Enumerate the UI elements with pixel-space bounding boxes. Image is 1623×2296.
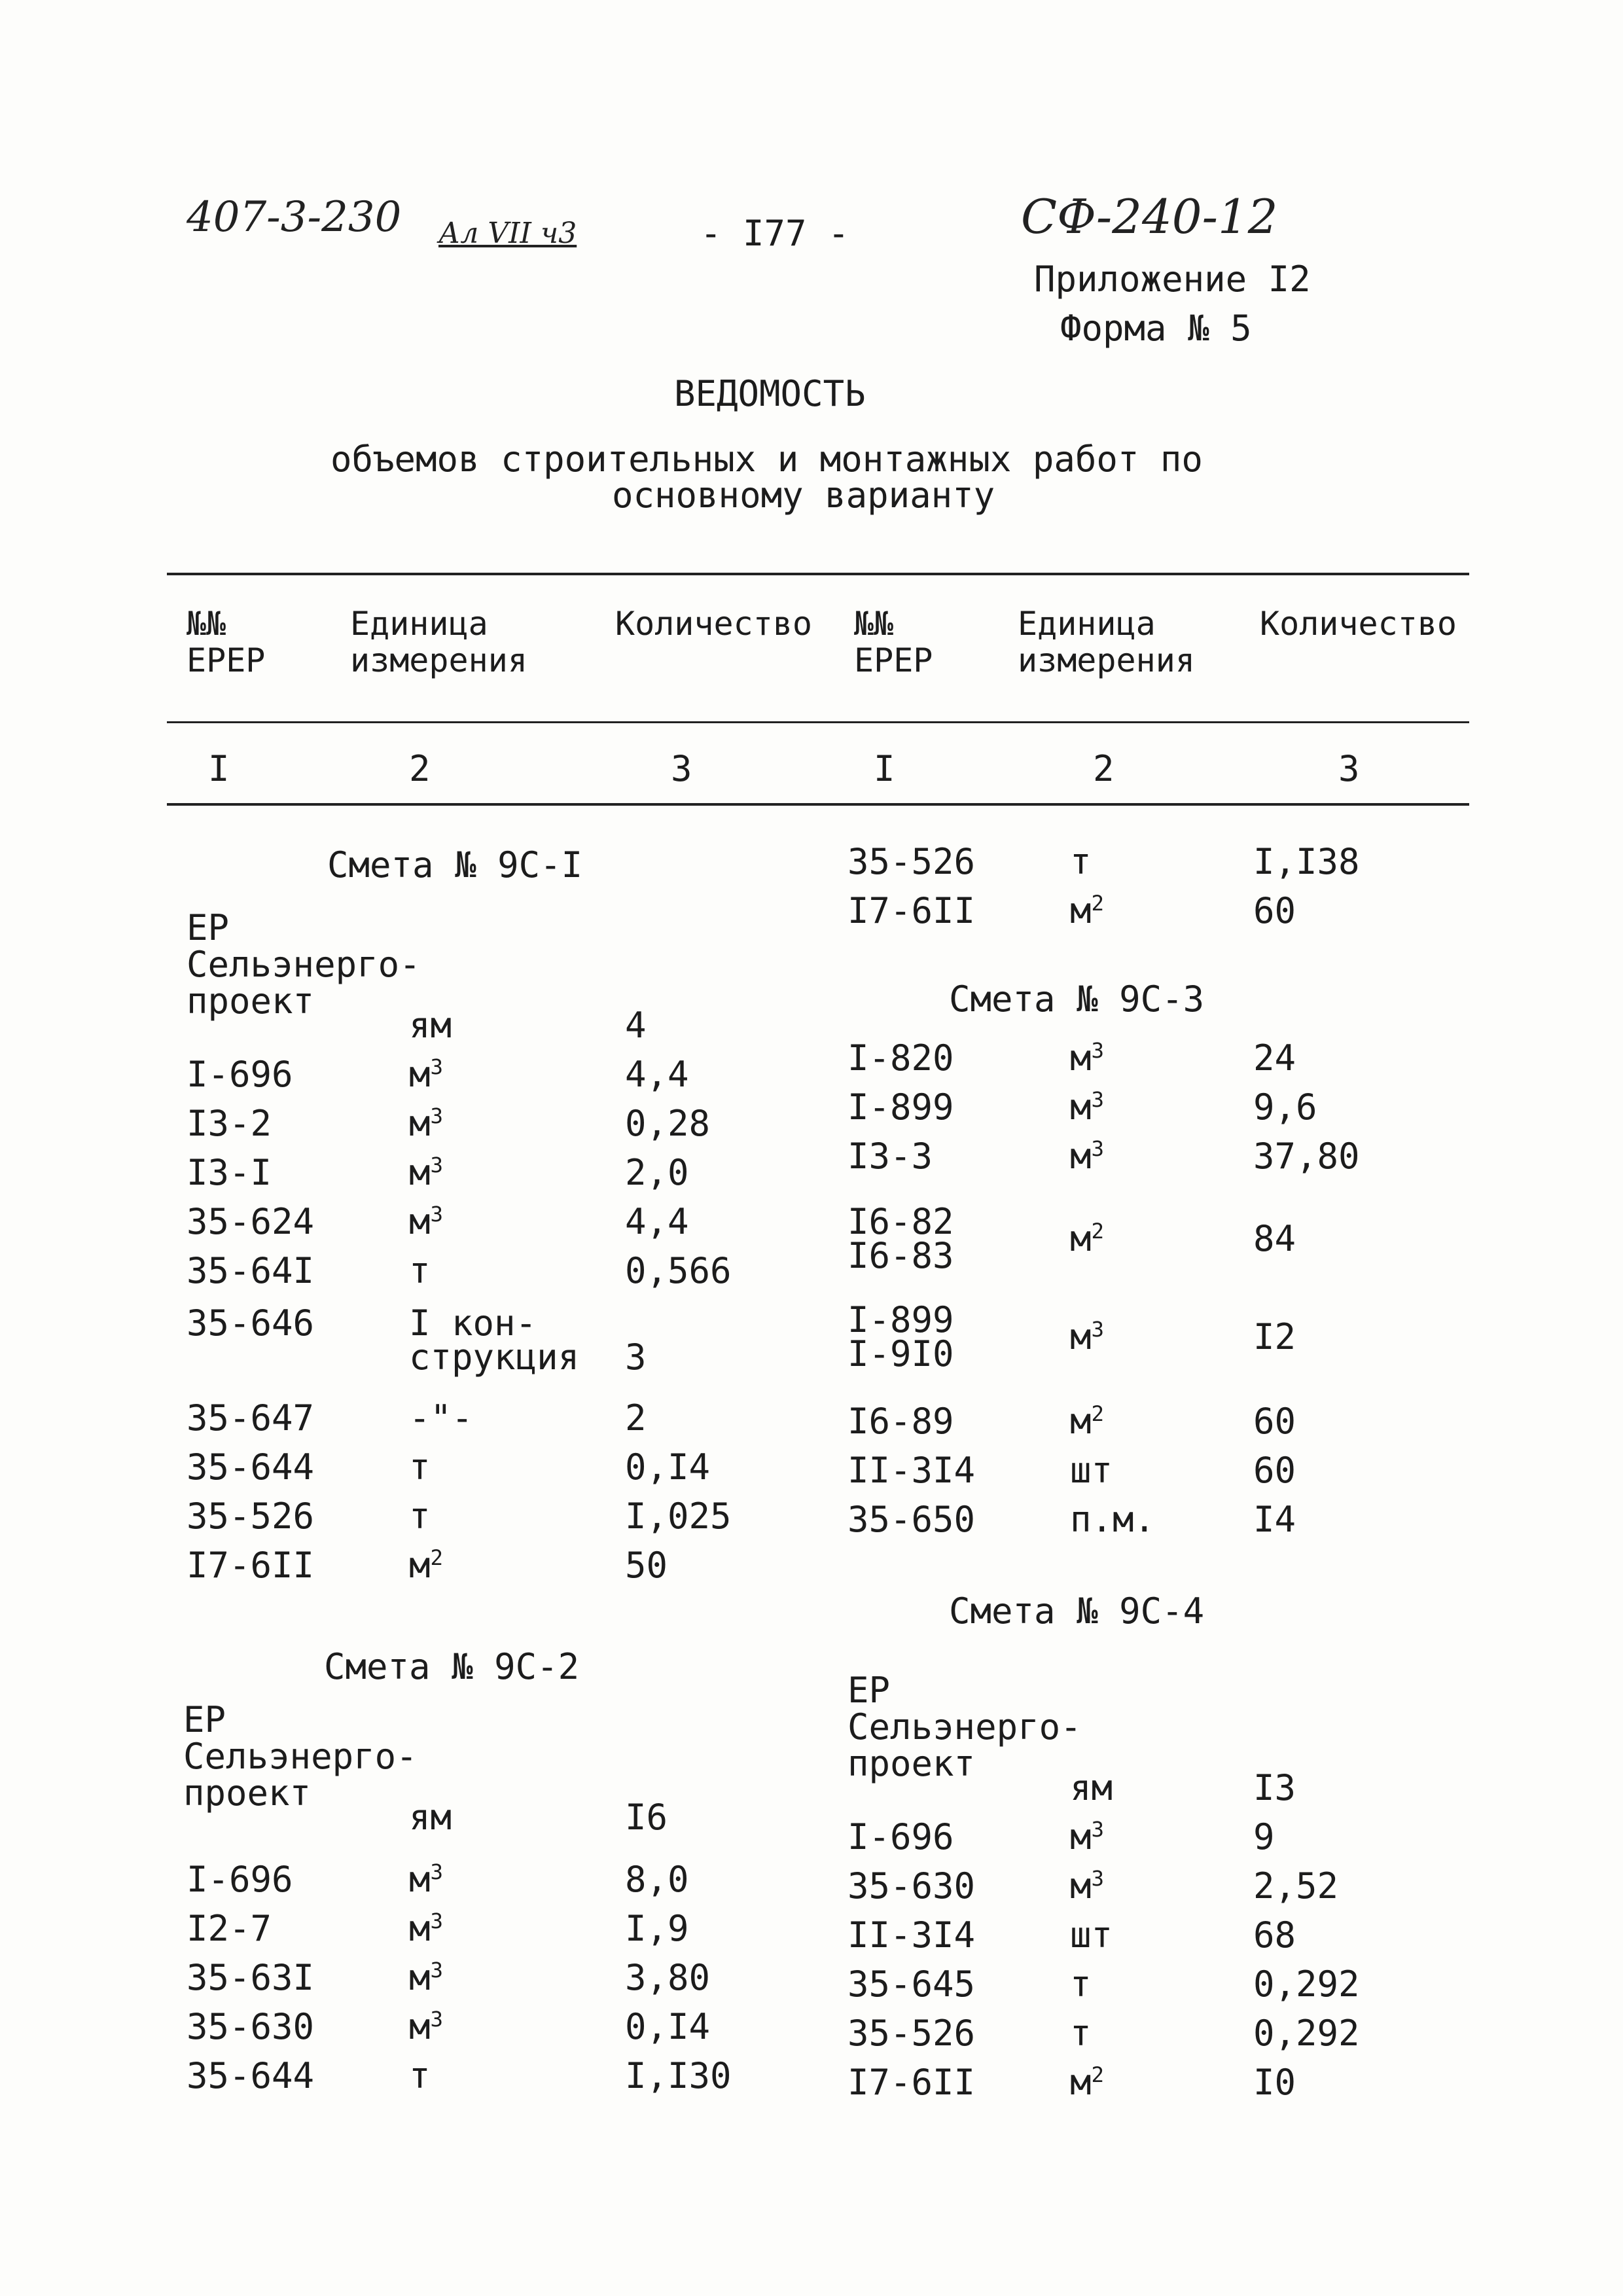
right-row-quantity: 2,52 [1253, 1865, 1339, 1907]
right-row-unit: п.м. [1070, 1499, 1156, 1540]
page-number: - I77 - [700, 213, 849, 254]
estimate-title-9s-3: Смета № 9С-3 [949, 978, 1205, 1020]
unit-exponent: 2 [1091, 2062, 1105, 2087]
right-row-unit: $м^2$ [1070, 890, 1105, 931]
left-row-quantity: 8,0 [625, 1859, 689, 1900]
left-row-unit: $м^3$ [409, 1957, 444, 1998]
left-row-quantity: 0,566 [625, 1250, 732, 1291]
organization-block-1: ЕР Сельэнерго- проект [187, 907, 421, 1022]
column-number-3-left: 3 [671, 748, 692, 789]
unit-exponent: 3 [1091, 1866, 1105, 1891]
left-row-quantity: 50 [625, 1545, 668, 1586]
document-subtitle-line1: объемов строительных и монтажных работ по [330, 439, 1203, 480]
left-row-quantity: 4,4 [625, 1054, 689, 1095]
right-row-unit: $м^2$ [1070, 2062, 1105, 2103]
right-row-code: II-3I4 [847, 1914, 976, 1956]
right-row-quantity: 0,292 [1253, 1964, 1360, 2005]
left-row-code: I-696 [187, 1054, 293, 1095]
appendix-label: Приложение I2 [1034, 259, 1311, 300]
table-top-rule [167, 573, 1469, 575]
volume-mark-handwritten: Ал VII ч3 [438, 217, 577, 250]
left-row-unit: ям [409, 1797, 452, 1838]
right-row-code: I6-89 [847, 1401, 954, 1442]
left-row-unit: т [409, 1446, 431, 1488]
right-row-code: 35-630 [847, 1865, 976, 1907]
unit-exponent: 2 [1091, 1401, 1105, 1426]
left-row-quantity: 3 [625, 1336, 647, 1378]
right-row-unit: т [1070, 1964, 1092, 2005]
right-row-code: 35-650 [847, 1499, 976, 1540]
right-row-code: I3-3 [847, 1136, 933, 1177]
unit-exponent: 3 [430, 1054, 444, 1079]
column-header-ep-no-left: №№ ЕРЕР [187, 605, 266, 679]
header-middle-rule [167, 721, 1469, 723]
right-row-unit: $м^3$ [1070, 1865, 1105, 1907]
right-row-unit: $м^2$ [1070, 1401, 1105, 1442]
right-row-unit: т [1070, 2013, 1092, 2054]
right-row-code: I6-82 [847, 1201, 954, 1242]
header-bottom-rule [167, 803, 1469, 806]
column-header-unit-left: Единица измерения [350, 605, 527, 679]
left-row-quantity: I,9 [625, 1908, 689, 1949]
estimate-title-9s-4: Смета № 9С-4 [949, 1590, 1205, 1632]
document-title: ВЕДОМОСТЬ [674, 373, 866, 414]
form-label: Форма № 5 [1060, 308, 1252, 349]
left-row-code: I2-7 [187, 1908, 272, 1949]
left-row-quantity: I,I30 [625, 2055, 732, 2096]
document-code-handwritten: 407-3-230 [187, 193, 402, 242]
right-row-code-line2: I-9I0 [847, 1333, 954, 1374]
sheet-code-handwritten: СФ-240-12 [1021, 189, 1278, 244]
left-row-code: 35-63I [187, 1957, 315, 1998]
unit-exponent: 3 [430, 1153, 444, 1177]
right-row-code: I-899 [847, 1299, 954, 1340]
unit-exponent: 2 [1091, 891, 1105, 916]
right-row-quantity: 9 [1253, 1816, 1275, 1857]
left-row-unit: $м^2$ [409, 1545, 444, 1586]
unit-exponent: 3 [430, 1909, 444, 1933]
left-row-code: 35-647 [187, 1397, 315, 1439]
right-row-code: I-696 [847, 1816, 954, 1857]
right-row-quantity: 9,6 [1253, 1086, 1317, 1128]
left-row-quantity: 4,4 [625, 1201, 689, 1242]
right-row-code: 35-526 [847, 841, 976, 882]
right-row-quantity: 60 [1253, 1401, 1296, 1442]
right-row-code: 35-645 [847, 1964, 976, 2005]
left-row-quantity: 0,I4 [625, 2006, 711, 2047]
right-row-quantity: I2 [1253, 1316, 1296, 1357]
right-row-code: I7-6II [847, 2062, 976, 2103]
left-row-code: 35-624 [187, 1201, 315, 1242]
right-row-code: I-820 [847, 1037, 954, 1079]
unit-exponent: 3 [1091, 1817, 1105, 1842]
left-row-quantity: 0,I4 [625, 1446, 711, 1488]
left-row-unit: т [409, 2055, 431, 2096]
left-row-unit: I кон- [409, 1302, 537, 1344]
left-row-code: 35-646 [187, 1302, 315, 1344]
unit-exponent: 3 [430, 1958, 444, 1982]
column-number-3-right: 3 [1338, 748, 1360, 789]
right-row-quantity: 60 [1253, 890, 1296, 931]
document-subtitle-line2: основному варианту [612, 475, 995, 516]
left-row-unit: $м^3$ [409, 1201, 444, 1242]
left-row-unit: $м^3$ [409, 1054, 444, 1095]
left-row-code: I7-6II [187, 1545, 315, 1586]
right-row-quantity: 60 [1253, 1450, 1296, 1491]
right-row-quantity: 68 [1253, 1914, 1296, 1956]
right-row-quantity: I3 [1253, 1767, 1296, 1808]
unit-exponent: 3 [430, 1202, 444, 1227]
right-row-code: I7-6II [847, 890, 976, 931]
left-row-quantity: 2 [625, 1397, 647, 1439]
left-row-code: 35-630 [187, 2006, 315, 2047]
right-row-code: II-3I4 [847, 1450, 976, 1491]
right-row-quantity: I0 [1253, 2062, 1296, 2103]
left-row-unit: -"- [409, 1397, 473, 1439]
right-row-quantity: 37,80 [1253, 1136, 1360, 1177]
right-row-code: 35-526 [847, 2013, 976, 2054]
column-header-quantity-left: Количество [615, 605, 813, 643]
left-row-quantity: I,025 [625, 1496, 732, 1537]
organization-block-2: ЕР Сельэнерго- проект [183, 1699, 418, 1814]
left-row-unit: т [409, 1250, 431, 1291]
organization-block-3: ЕР Сельэнерго- проект [847, 1670, 1082, 1784]
right-row-quantity: I,I38 [1253, 841, 1360, 882]
column-number-2-left: 2 [409, 748, 431, 789]
right-row-unit: $м^3$ [1070, 1816, 1105, 1857]
left-row-unit: ям [409, 1005, 452, 1046]
left-row-unit: $м^3$ [409, 1908, 444, 1949]
column-number-1-right: I [874, 748, 895, 789]
right-row-unit: ям [1070, 1767, 1113, 1808]
left-row-unit: т [409, 1496, 431, 1537]
right-row-unit: $м^3$ [1070, 1316, 1105, 1357]
left-row-code: 35-526 [187, 1496, 315, 1537]
left-row-unit: $м^3$ [409, 1859, 444, 1900]
estimate-title-9s-1: Смета № 9С-I [327, 844, 583, 886]
left-row-quantity: 3,80 [625, 1957, 711, 1998]
right-row-unit: $м^3$ [1070, 1136, 1105, 1177]
right-row-unit: шт [1070, 1450, 1113, 1491]
unit-exponent: 2 [1091, 1219, 1105, 1244]
left-row-unit: $м^3$ [409, 1152, 444, 1193]
unit-exponent: 3 [1091, 1317, 1105, 1342]
column-header-quantity-right: Количество [1260, 605, 1457, 643]
unit-exponent: 3 [430, 1859, 444, 1884]
right-row-code-line2: I6-83 [847, 1235, 954, 1276]
left-row-code: 35-644 [187, 2055, 315, 2096]
left-row-quantity: 0,28 [625, 1103, 711, 1144]
left-row-code: I3-I [187, 1152, 272, 1193]
column-header-unit-right: Единица измерения [1018, 605, 1195, 679]
unit-exponent: 3 [1091, 1038, 1105, 1063]
left-row-unit: $м^3$ [409, 1103, 444, 1144]
unit-exponent: 2 [430, 1545, 444, 1570]
left-row-code: I3-2 [187, 1103, 272, 1144]
estimate-title-9s-2: Смета № 9С-2 [324, 1646, 580, 1687]
left-row-quantity: 4 [625, 1005, 647, 1046]
column-number-1-left: I [208, 748, 230, 789]
left-row-quantity: I6 [625, 1797, 668, 1838]
left-row-code: I-696 [187, 1859, 293, 1900]
right-row-unit: шт [1070, 1914, 1113, 1956]
unit-exponent: 3 [1091, 1136, 1105, 1161]
left-row-code: 35-64I [187, 1250, 315, 1291]
right-row-quantity: 84 [1253, 1218, 1296, 1259]
column-header-ep-no-right: №№ ЕРЕР [854, 605, 933, 679]
unit-exponent: 3 [430, 2007, 444, 2032]
left-row-quantity: 2,0 [625, 1152, 689, 1193]
unit-exponent: 3 [1091, 1087, 1105, 1112]
right-row-unit: $м^2$ [1070, 1218, 1105, 1259]
column-number-2-right: 2 [1093, 748, 1115, 789]
right-row-quantity: I4 [1253, 1499, 1296, 1540]
left-row-code: 35-644 [187, 1446, 315, 1488]
right-row-unit: $м^3$ [1070, 1086, 1105, 1128]
right-row-quantity: 0,292 [1253, 2013, 1360, 2054]
right-row-code: I-899 [847, 1086, 954, 1128]
left-row-unit-line2: струкция [409, 1336, 580, 1378]
right-row-quantity: 24 [1253, 1037, 1296, 1079]
unit-exponent: 3 [430, 1103, 444, 1128]
right-row-unit: т [1070, 841, 1092, 882]
right-row-unit: $м^3$ [1070, 1037, 1105, 1079]
left-row-unit: $м^3$ [409, 2006, 444, 2047]
